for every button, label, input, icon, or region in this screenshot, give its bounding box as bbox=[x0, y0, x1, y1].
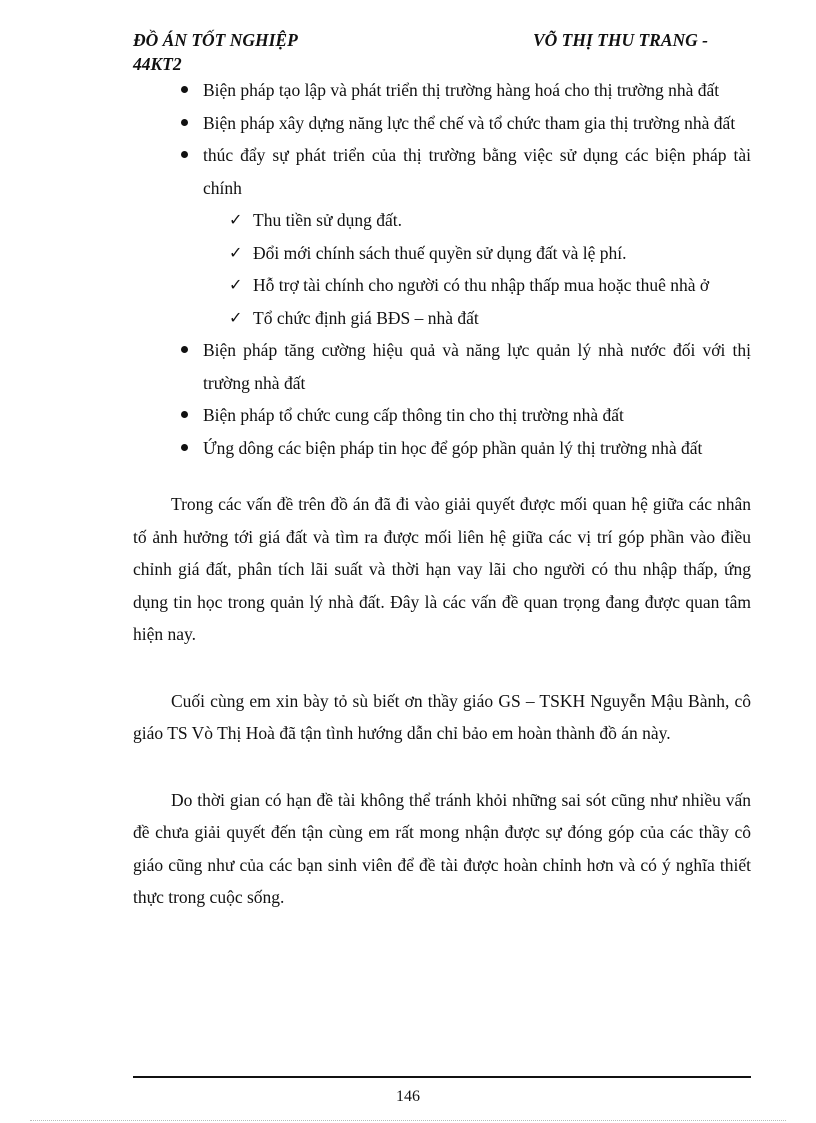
bullet-dot-icon bbox=[181, 444, 188, 451]
checkmark-icon: ✓ bbox=[229, 275, 243, 294]
paragraph-closing: Do thời gian có hạn đề tài không thể tránh khỏi những sai sót cũng như nhiều vấn đề chưa giải quyết đến tận cùng em rất mong nhận được sự đóng góp của các thầy cô giáo cũng như của các bạn sinh viên để đề tài được hoàn chỉnh hơn và có ý nghĩa thiết thực trong cuộc sống. bbox=[133, 789, 751, 907]
paragraph-conclusion: Trong các vấn đề trên đồ án đã đi vào giải quyết được mối quan hệ giữa các nhân tố ảnh hưởng tới giá đất và tìm ra được mối liên hệ giữa các vị trí góp phần vào điều chỉnh giá đất, phân tích lãi suất và thời hạn vay lãi cho người có thu nhập thấp, ứng dụng tin học trong quản lý nhà đất. Đây là các vấn đề quan trọng đang được quan tâm hiện nay. bbox=[133, 494, 751, 644]
page-edge-divider bbox=[30, 1120, 786, 1121]
check-list bbox=[203, 204, 751, 334]
list-item: thúc đẩy sự phát triển của thị trường bằng việc sử dụng các biện pháp tài chính ✓ Thu tiền sử dụng đất. ✓ Đổi mới chính sách thuế quyền sử dụng đất và lệ phí. ✓ Hỗ trợ tài chính cho người có thu nhập thấp mua hoặc thuê nhà ở ✓ Tổ chức định giá BĐS – nhà đất bbox=[133, 139, 751, 334]
list-item: Biện pháp tăng cường hiệu quả và năng lực quản lý nhà nước đối với thị trường nhà đất bbox=[133, 334, 751, 399]
paragraph-thanks: Cuối cùng em xin bày tỏ sù biết ơn thầy giáo GS – TSKH Nguyễn Mậu Bành, cô giáo TS Vò Thị Hoà đã tận tình hướng dẫn chỉ bảo em hoàn thành đồ án này. bbox=[133, 690, 751, 743]
page-number: 146 bbox=[396, 1088, 420, 1105]
header-title: ĐỒ ÁN TỐT NGHIỆP bbox=[133, 30, 298, 50]
bullet-dot-icon bbox=[181, 119, 188, 126]
checkmark-icon: ✓ bbox=[229, 210, 243, 229]
check-item: ✓ Đổi mới chính sách thuế quyền sử dụng đất và lệ phí. bbox=[133, 237, 751, 270]
bullet-dot-icon bbox=[181, 411, 188, 418]
check-item: ✓ Hỗ trợ tài chính cho người có thu nhập thấp mua hoặc thuê nhà ở bbox=[133, 269, 751, 302]
header-class: 44KT2 bbox=[133, 54, 182, 74]
check-item: ✓ Tổ chức định giá BĐS – nhà đất bbox=[133, 302, 751, 335]
footer-divider bbox=[133, 1076, 751, 1078]
header-author: VÕ THỊ THU TRANG - bbox=[533, 30, 708, 50]
checkmark-icon: ✓ bbox=[229, 242, 243, 262]
list-item: Ứng dông các biện pháp tin học để góp phần quản lý thị trường nhà đất bbox=[133, 432, 751, 465]
bullet-list bbox=[133, 74, 751, 464]
list-item: Biện pháp tổ chức cung cấp thông tin cho thị trường nhà đất bbox=[133, 399, 751, 432]
bullet-dot-icon bbox=[181, 346, 188, 353]
check-item: ✓ Thu tiền sử dụng đất. bbox=[133, 204, 751, 237]
bullet-dot-icon bbox=[181, 86, 188, 93]
list-item: Biện pháp tạo lập và phát triển thị trường hàng hoá cho thị trường nhà đất bbox=[133, 74, 751, 107]
page-content bbox=[133, 74, 751, 914]
checkmark-icon: ✓ bbox=[229, 307, 243, 327]
bullet-dot-icon bbox=[181, 151, 188, 158]
list-item: Biện pháp xây dựng năng lực thể chế và tổ chức tham gia thị trường nhà đất bbox=[133, 107, 751, 140]
